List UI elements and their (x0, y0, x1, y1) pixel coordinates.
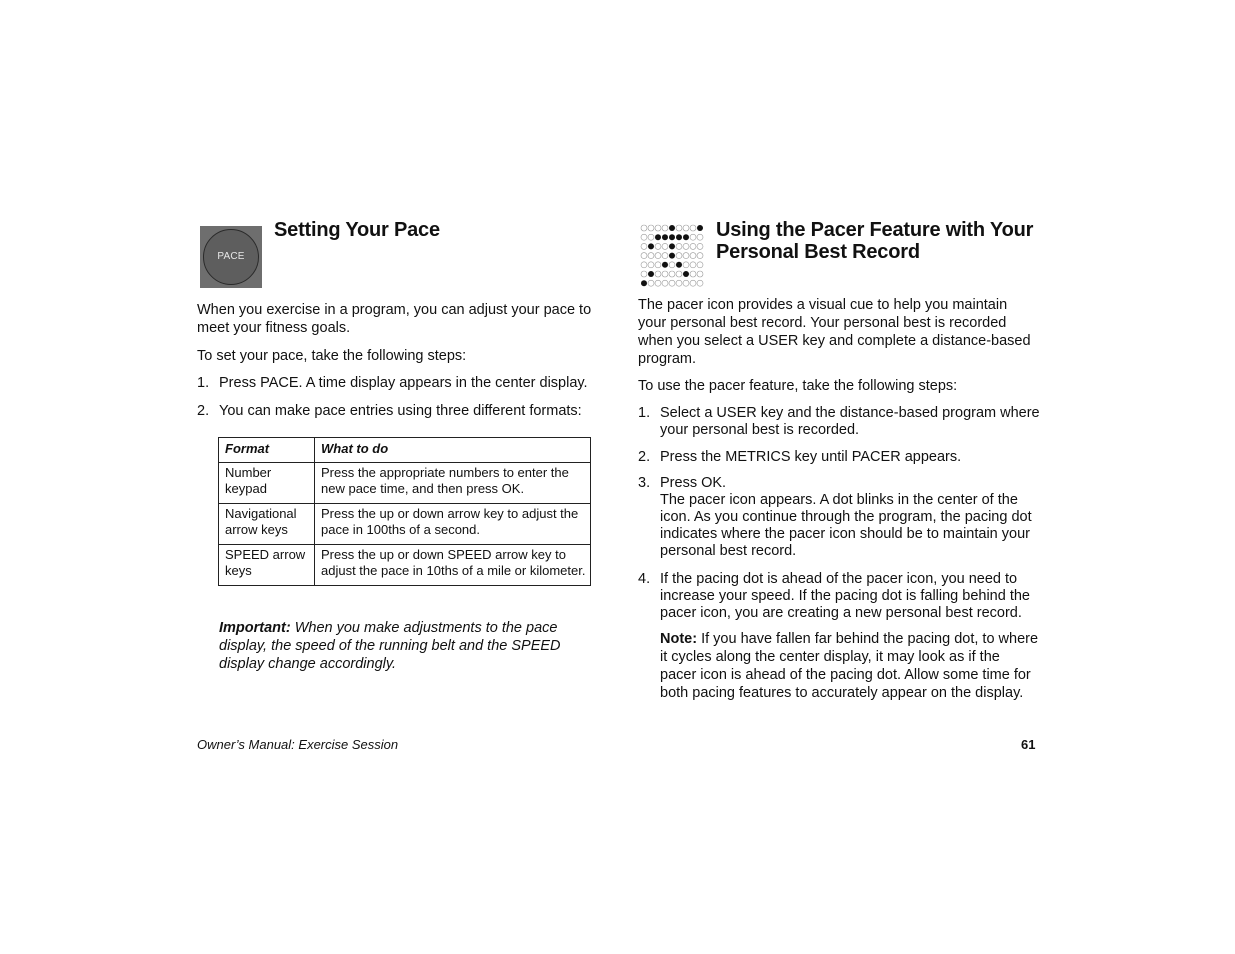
step-number: 4. (638, 571, 651, 587)
pacer-dot-off (641, 253, 647, 259)
heading-line-2: Personal Best Record (716, 241, 920, 263)
important-text: When you make adjustments to the pace display, the speed of the running belt and the SPEED display change accordingly. (219, 620, 561, 672)
pacer-dot-off (648, 262, 654, 268)
heading-pacer-feature (716, 219, 1046, 263)
table-header-format: Format (219, 438, 315, 463)
pacer-dot-off (697, 271, 703, 277)
step-text: You can make pace entries using three different formats: (219, 403, 582, 419)
pacer-dot-off (669, 262, 675, 268)
pacer-dot-on (662, 234, 668, 240)
table-header-row (219, 438, 591, 463)
pacer-dot-off (690, 225, 696, 231)
pacer-dot-off (697, 262, 703, 268)
pacer-step-1 (638, 405, 1038, 441)
pacer-dot-off (676, 271, 682, 277)
pacer-dot-off (662, 271, 668, 277)
pacer-dot-on (676, 234, 682, 240)
table-cell-action: Press the up or down SPEED arrow key to adjust the pace in 10ths of a mile or kilometer. (315, 544, 591, 585)
pacer-dot-off (690, 271, 696, 277)
step-text: Press the METRICS key until PACER appears. (660, 449, 962, 465)
step-number: 3. (638, 475, 651, 491)
pacer-dot-off (676, 225, 682, 231)
important-note (219, 619, 594, 673)
pacer-dot-off (683, 262, 689, 268)
pace-key-icon (200, 226, 262, 288)
pacer-dot-off (648, 253, 654, 259)
pacer-dot-off (662, 225, 668, 231)
pacer-dot-off (648, 280, 654, 286)
pacer-dot-off (669, 271, 675, 277)
pacer-dot-off (697, 234, 703, 240)
pacer-dot-off (697, 253, 703, 259)
table-cell-format: Number keypad (219, 462, 315, 503)
note-text: If you have fallen far behind the pacing dot, to where it cycles along the center display, it may look as if the pacer icon is ahead of the pacing dot. Allow some time for both pacing features to accurately appear on the display. (660, 631, 1039, 701)
pacer-dot-on (648, 271, 654, 277)
step-detail: The pacer icon appears. A dot blinks in the center of the icon. As you continue through the program, the pacing dot indicates where the pacer icon should be to maintain your personal best record. (660, 492, 1032, 559)
pacer-dot-on (641, 280, 647, 286)
pacer-dot-off (655, 280, 661, 286)
footer-manual-title: Owner’s Manual: Exercise Session (197, 737, 399, 752)
pacer-dot-on (683, 271, 689, 277)
note-label: Note: (660, 631, 698, 647)
table-cell-format: SPEED arrow keys (219, 544, 315, 585)
pacer-dot-off (690, 280, 696, 286)
step-number: 1. (197, 375, 210, 391)
pace-intro: When you exercise in a program, you can adjust your pace to meet your fitness goals. (197, 302, 592, 336)
pacer-dot-off (683, 225, 689, 231)
step-number: 2. (197, 403, 210, 419)
pacer-dot-off (676, 253, 682, 259)
pacer-dot-off (655, 271, 661, 277)
pacer-dot-off (655, 253, 661, 259)
pacer-dot-off (641, 243, 647, 249)
pace-icon-label: PACE (217, 251, 245, 262)
table-row (219, 503, 591, 544)
pacer-dot-off (697, 243, 703, 249)
pacer-dot-off (641, 262, 647, 268)
heading-line-1: Using the Pacer Feature with Your (716, 219, 1034, 241)
pacer-dot-off (641, 271, 647, 277)
pacer-dot-off (683, 253, 689, 259)
pacer-dot-off (690, 253, 696, 259)
pacer-dot-on (669, 234, 675, 240)
pacer-dot-off (662, 280, 668, 286)
pace-step-2 (197, 402, 607, 420)
pacer-dot-on (655, 234, 661, 240)
pace-step-1 (197, 374, 607, 392)
pacer-dot-on (662, 262, 668, 268)
table-row (219, 462, 591, 503)
pacer-dot-off (690, 243, 696, 249)
pacer-dot-on (648, 243, 654, 249)
step-text: Select a USER key and the distance-based program where your personal best is recorded. (660, 405, 1040, 438)
step-text: Press OK. (660, 475, 727, 491)
pacer-step-4 (638, 571, 1038, 625)
table-cell-format: Navigational arrow keys (219, 503, 315, 544)
pacer-dot-off (690, 234, 696, 240)
step-text: If the pacing dot is ahead of the pacer icon, you need to increase your speed. If the pacing dot is falling behind the pacer icon, you are creating a new personal best record. (660, 571, 1030, 621)
pacer-dot-off (676, 243, 682, 249)
pacer-dot-on (669, 243, 675, 249)
pacer-dot-off (662, 243, 668, 249)
pacer-dot-off (648, 234, 654, 240)
pacer-dot-off (655, 262, 661, 268)
step-number: 1. (638, 405, 651, 421)
pacer-dot-on (669, 253, 675, 259)
pacer-dot-on (676, 262, 682, 268)
pacer-dot-on (697, 225, 703, 231)
table-header-what-to-do: What to do (315, 438, 591, 463)
pacer-dot-off (648, 225, 654, 231)
table-cell-action: Press the appropriate numbers to enter the new pace time, and then press OK. (315, 462, 591, 503)
pacer-dot-on (669, 225, 675, 231)
page-number: 61 (1021, 737, 1036, 752)
important-label: Important: (219, 620, 291, 636)
pacer-steps-intro: To use the pacer feature, take the following steps: (638, 378, 958, 394)
pace-steps-intro: To set your pace, take the following steps: (197, 348, 467, 364)
step-text: Press PACE. A time display appears in the center display. (219, 375, 588, 391)
pacer-dot-off (662, 253, 668, 259)
step-text-block (660, 475, 1040, 560)
pacer-dot-matrix-icon (640, 224, 704, 288)
table-cell-action: Press the up or down arrow key to adjust the pace in 100ths of a second. (315, 503, 591, 544)
pacer-dot-off (655, 225, 661, 231)
pacer-step-2 (638, 449, 1038, 467)
pacer-dot-off (683, 280, 689, 286)
pace-format-table (218, 437, 591, 586)
pacer-dot-off (683, 243, 689, 249)
pacer-note (660, 630, 1040, 702)
pacer-dot-off (641, 234, 647, 240)
heading-setting-your-pace: Setting Your Pace (274, 219, 440, 241)
pacer-dot-off (655, 243, 661, 249)
step-number: 2. (638, 449, 651, 465)
pacer-dot-off (676, 280, 682, 286)
table-row (219, 544, 591, 585)
pacer-intro: The pacer icon provides a visual cue to help you maintain your personal best record. Your personal best is recorded when you select a USER key and complete a distance-based program. (638, 297, 1031, 367)
pacer-dot-on (683, 234, 689, 240)
pacer-step-3 (638, 475, 1038, 565)
pacer-dot-off (669, 280, 675, 286)
pacer-dot-off (641, 225, 647, 231)
pacer-dot-off (690, 262, 696, 268)
pacer-dot-off (697, 280, 703, 286)
